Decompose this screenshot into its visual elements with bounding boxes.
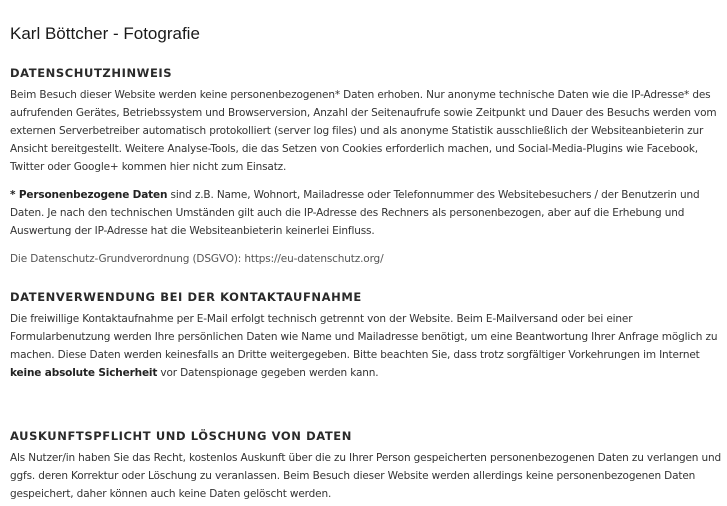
bold-term: * Personenbezogene Daten [10, 189, 168, 201]
paragraph: Als Nutzer/in haben Sie das Recht, kostenlos Auskunft über die zu Ihrer Person gespeicherten personenbezogenen Daten zu verlangen und ggfs. deren Korrektur oder Löschung zu veranlassen. Beim Besuch dieser Website werden allerdings keine personenbezogenen Daten gespeichert, daher können auch keine Daten gelöscht werden. [10, 452, 722, 500]
paragraph-text-end: vor Datenspionage gegeben werden kann. [157, 367, 379, 379]
paragraph-text: Die freiwillige Kontaktaufnahme per E-Mail erfolgt technisch getrennt von der Website. Beim E-Mailversand oder bei einer Formularbenutzung werden Ihre persönlichen Daten wie Name und Mailadresse benötigt, um eine Beantwortung Ihrer Anfrage möglich zu machen. Diese Daten werden keinesfalls an Dritte weitergegeben. Bitte beachten Sie, dass trotz sorgfältiger Vorkehrungen im Internet [10, 313, 718, 361]
site-title: Karl Böttcher - Fotografie [10, 24, 200, 43]
dsgvo-reference: Die Datenschutz-Grundverordnung (DSGVO): https://eu-datenschutz.org/ [10, 253, 384, 265]
section-heading: AUSKUNFTSPFLICHT UND LÖSCHUNG VON DATEN [10, 429, 352, 443]
paragraph [10, 310, 722, 382]
paragraph-text: sind z.B. Name, Wohnort, Mailadresse oder Telefonnummer des Websitebesuchers / der Benutzerin und Daten. Je nach den technischen Umständen gilt auch die IP-Adresse des Rechners als personenbezogen, aber auf die Erhebung und Auswertung der IP-Adresse hat die Websiteanbieterin keinerlei Einfluss. [10, 189, 700, 237]
section-datenschutzhinweis [10, 66, 722, 268]
bold-term: keine absolute Sicherheit [10, 367, 158, 379]
section-heading: DATENVERWENDUNG BEI DER KONTAKTAUFNAHME [10, 290, 362, 304]
paragraph-personal-data [10, 186, 722, 240]
paragraph: Beim Besuch dieser Website werden keine personenbezogenen* Daten erhoben. Nur anonyme technische Daten wie die IP-Adresse* des aufrufenden Gerätes, Betriebssystem und Browserversion, Anzahl der Seitenaufrufe sowie Zeitpunkt und Dauer des Besuchs werden vom externen Serverbetreiber automatisch protokolliert (server log files) und als anonyme Statistik ausschließlich der Websiteanbieterin zur Ansicht bereitgestellt. Weitere Analyse-Tools, die das Setzen von Cookies erforderlich machen, und Social-Media-Plugins wie Facebook, Twitter oder Google+ kommen hier nicht zum Einsatz. [10, 89, 717, 173]
section-heading: DATENSCHUTZHINWEIS [10, 66, 173, 80]
section-auskunftspflicht [10, 429, 722, 503]
section-datenverwendung [10, 290, 722, 382]
